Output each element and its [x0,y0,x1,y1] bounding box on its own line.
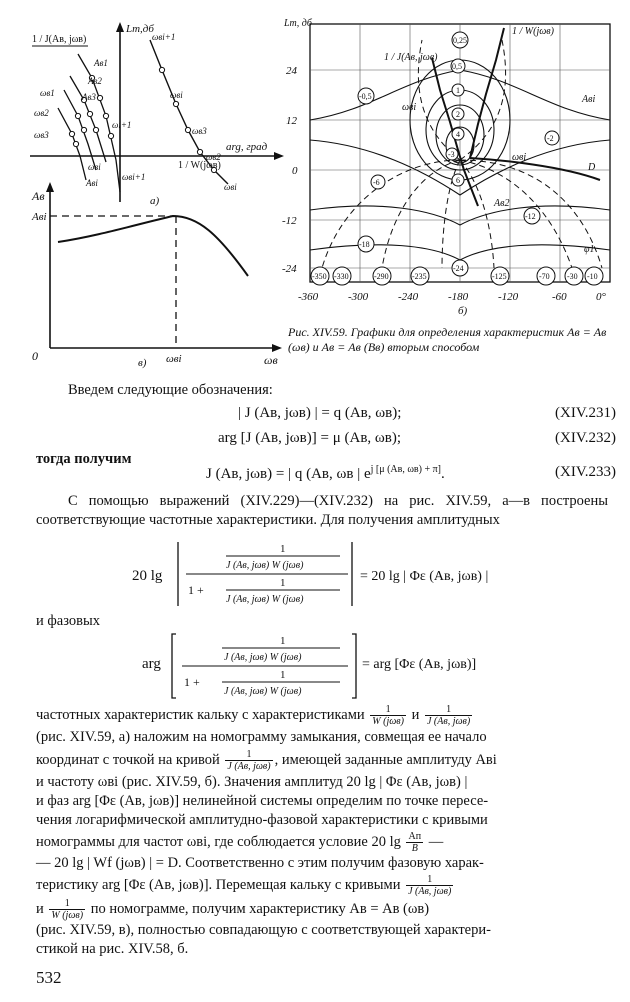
svg-text:J (Aв, jωв) W (jωв): J (Aв, jωв) W (jωв) [226,560,304,571]
panel-v-label: в) [138,357,147,369]
svg-text:ωв1: ωв1 [40,88,55,98]
svg-text:ωi+1: ωi+1 [112,120,132,130]
panel-a-curve-W: 1 / W(jωв) [178,160,221,171]
svg-text:24: 24 [286,65,297,77]
svg-text:0,5: 0,5 [452,62,462,71]
svg-text:1: 1 [280,577,286,589]
svg-text:-24: -24 [453,264,464,273]
paragraph-1: С помощью выражений (XIV.229)—(XIV.232) на рис. XIV.59, а—в построены соответствующие частотные характеристики. Для получения амплитудных [36,493,608,528]
svg-text:-6: -6 [373,178,380,187]
page-number: 532 [36,968,62,987]
svg-text:1 +: 1 + [188,583,204,597]
svg-text:ωвi: ωвi [402,102,417,113]
svg-text:-120: -120 [498,291,519,303]
svg-text:0: 0 [292,165,298,177]
svg-text:-10: -10 [587,272,598,281]
svg-text:J (Aв, jωв) W (jωв): J (Aв, jωв) W (jωв) [226,594,304,605]
panel-a-y-axis-label: Lm,дб [126,23,154,35]
svg-text:1: 1 [280,669,286,681]
svg-text:6: 6 [456,176,460,185]
svg-text:-330: -330 [334,272,349,281]
svg-text:1 +: 1 + [184,675,200,689]
panel-a-x-axis-label: arg, град [226,141,268,153]
panel-b-y-axis-label: Lm, дб [284,18,312,29]
svg-text:Aвi: Aвi [582,94,596,105]
and-phase-text: и фазовых [36,613,100,629]
svg-text:1: 1 [280,543,286,555]
equation-232-number: (XIV.232) [555,430,616,446]
svg-text:-180: -180 [448,291,469,303]
svg-text:ωвi: ωвi [512,152,527,163]
svg-text:J (Aв, jωв) W (jωв): J (Aв, jωв) W (jωв) [224,686,302,697]
svg-text:φ1: φ1 [584,244,595,255]
svg-text:Aвi: Aвi [86,178,98,188]
svg-text:ωв3: ωв3 [34,130,49,140]
panel-v-origin: 0 [32,349,38,363]
intro-text: Введем следующие обозначения: [68,382,273,398]
svg-text:-12: -12 [282,215,297,227]
panel-v-y-mark: Aвi [32,211,47,223]
svg-text:Aв3: Aв3 [82,92,96,102]
svg-text:4: 4 [456,130,460,139]
svg-text:20 lg: 20 lg [132,568,163,584]
svg-text:-3: -3 [448,150,455,159]
svg-text:ωвi: ωвi [224,182,237,192]
svg-text:Aв2: Aв2 [494,198,510,209]
svg-text:-70: -70 [539,272,550,281]
svg-text:arg: arg [142,656,161,672]
svg-text:ωвi: ωвi [88,162,101,172]
svg-text:Aв2: Aв2 [88,76,102,86]
svg-text:-18: -18 [359,240,370,249]
svg-text:-290: -290 [374,272,389,281]
svg-text:-300: -300 [348,291,369,303]
svg-text:-0,5: -0,5 [359,92,372,101]
svg-text:-360: -360 [298,291,319,303]
svg-text:Aв1: Aв1 [94,58,108,68]
svg-text:ωвi+1: ωвi+1 [152,32,176,42]
equation-amplitude [130,538,530,610]
panel-v-y-axis-label: Aв [32,189,45,203]
svg-text:2: 2 [456,110,460,119]
svg-text:-240: -240 [398,291,419,303]
svg-text:J (Aв, jωв) W (jωв): J (Aв, jωв) W (jωв) [224,652,302,663]
svg-text:-235: -235 [412,272,427,281]
svg-text:1: 1 [456,86,460,95]
figure-panel-b-nomogram [282,10,622,322]
figure-panel-v [28,180,290,370]
svg-text:-24: -24 [282,263,297,275]
svg-text:0,25: 0,25 [453,36,467,45]
svg-text:ωв2: ωв2 [206,152,221,162]
svg-text:= 20 lg | Φε (Aв, jωв) |: = 20 lg | Φε (Aв, jωв) | [360,569,489,584]
equation-233-number: (XIV.233) [555,464,616,480]
panel-b-label: б) [458,305,468,317]
equation-phase [140,630,540,702]
svg-text:-12: -12 [525,212,536,221]
svg-text:12: 12 [286,115,297,127]
equation-233: J (Aв, jωв) = | q (Aв, ωв | $e^{j [\mu (Aв, \omega в) + \pi]}$. [206,464,445,482]
svg-text:ωвi+1: ωвi+1 [122,172,146,182]
svg-text:-60: -60 [552,291,567,303]
figure-caption: Рис. XIV.59. Графики для определения характеристик Aв = Aв (ωв) и Aв = Aв (Bв) вторым способом [288,325,607,354]
equation-231-number: (XIV.231) [555,405,616,421]
panel-a-label: а) [150,195,160,207]
svg-text:-30: -30 [567,272,578,281]
svg-text:1 / W(jωв): 1 / W(jωв) [512,26,554,37]
svg-text:0°: 0° [596,291,606,303]
svg-text:-350: -350 [312,272,327,281]
svg-text:= arg [Φε (Aв, jωв)]: = arg [Φε (Aв, jωв)] [362,657,477,672]
svg-text:ωв2: ωв2 [34,108,49,118]
svg-text:-2: -2 [547,134,554,143]
svg-text:D: D [588,162,596,173]
panel-a-curve-J: 1 / J(Aв, jωв) [32,34,87,45]
equation-231: | J (Aв, jωв) | = q (Aв, ωв); [238,405,402,421]
panel-v-x-axis-label: ωв [264,353,278,367]
svg-text:ωвi: ωвi [170,90,183,100]
svg-text:ωв3: ωв3 [192,126,207,136]
svg-text:-125: -125 [492,272,507,281]
svg-text:1: 1 [280,635,286,647]
svg-text:1 / J(Aв, jωв): 1 / J(Aв, jωв) [384,52,438,63]
panel-v-x-mark: ωвi [166,353,182,365]
paragraph-2: частотных характеристик кальку с характеристиками $\frac{1}{\text{W (jωв)}}$ и $\frac{1}{\text{J (Aв, jωв)}}$ (рис. XIV.59, а) наложим на номограмму замыкания, совмещая ее начало координат с точкой на кривой $\frac{1}{\text{J (Aв, jωв)}}$ , имеющей заданные амплитуду Aвi и частоту ωвi (рис. XIV.59, б). Значения амплитуд 20 lg | Φε (Aв, jωв) | и фаз arg [Φε (Aв, jωв)] нелинейной системы определим по точке пересе- чения логарифмической амплитудно-фазовой характеристики с кривыми номограммы для частот ωвi, где соблюдается условие 20 lg $\frac{Aп}{B}$ — — 20 lg | Wf (jωв) | = D. Соответственно с этим получим фазовую харак- теристику arg [Φε (Aв, jωв)]. Перемещая кальку с кривыми $\frac{1}{\text{J (Aв, jωв)}}$ и $\frac{1}{\text{W (jωв)}}$ по номограмме, получим характеристику Aв = Aв (ωв) (рис. XIV.59, в), полностью совпадающую с соответствующей характери- стикой на рис. XIV.58, б. [36,704,497,957]
then-text: тогда получим [36,451,132,467]
equation-232: arg [J (Aв, jωв)] = μ (Aв, ωв); [218,430,402,446]
